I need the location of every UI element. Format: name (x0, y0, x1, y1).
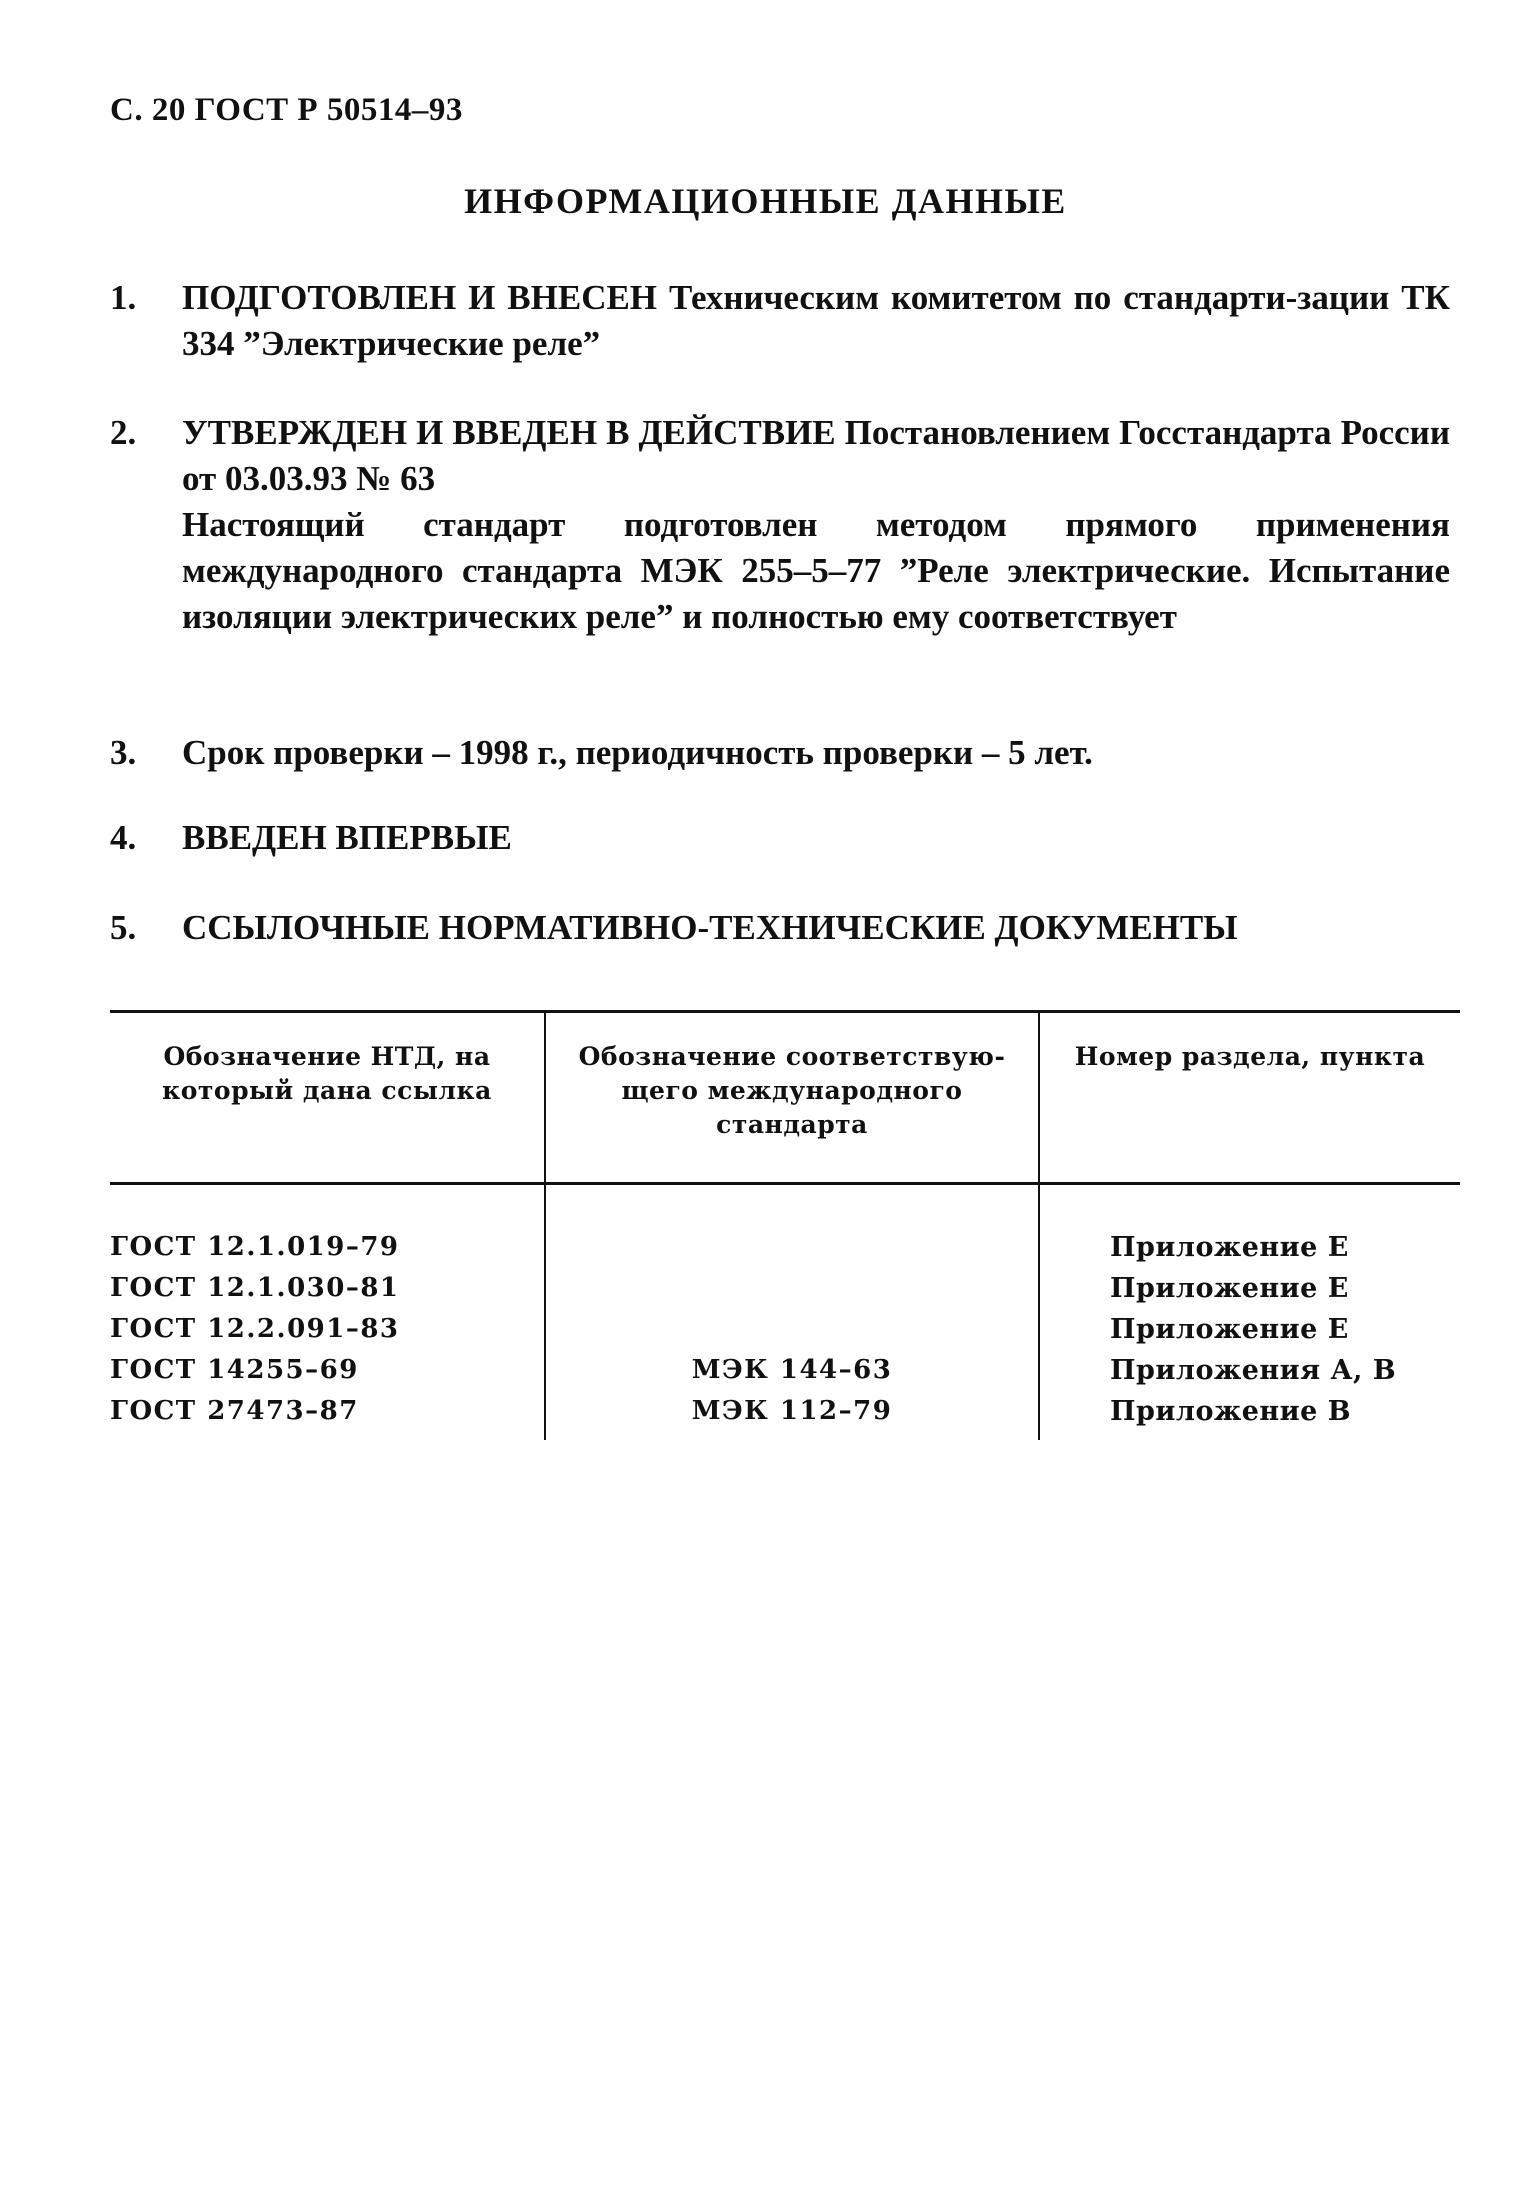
ntd-cell: ГОСТ 12.2.091–83 (110, 1314, 400, 1344)
info-item-1 (110, 275, 1450, 367)
item-number: 2. (110, 413, 137, 452)
ntd-cell: ГОСТ 14255–69 (110, 1355, 359, 1385)
info-item-4 (110, 815, 1450, 861)
section-cell: Приложение Е (1110, 1232, 1349, 1263)
item-number: 5. (110, 908, 137, 947)
table-row (110, 1355, 1460, 1396)
item-paragraph: ПОДГОТОВЛЕН И ВНЕСЕН Техническим комитетом по стандарти-зации ТК 334 ”Электрические реле” (182, 278, 1450, 363)
info-item-5 (110, 905, 1450, 951)
section-cell: Приложение Е (1110, 1314, 1349, 1345)
item-number: 1. (110, 278, 137, 317)
table-header-international: Обозначение соответствую-щего международного стандарта (578, 1042, 1006, 1139)
table-row (110, 1314, 1460, 1355)
item-paragraph: ВВЕДЕН ВПЕРВЫЕ (182, 818, 512, 857)
info-item-3 (110, 730, 1450, 776)
section-cell: Приложения А, В (1110, 1355, 1397, 1386)
ntd-cell: ГОСТ 12.1.030–81 (110, 1273, 400, 1303)
item-number: 3. (110, 733, 137, 772)
column-divider (1038, 1010, 1040, 1182)
reference-documents-table (110, 1010, 1460, 1450)
item-paragraph: ССЫЛОЧНЫЕ НОРМАТИВНО-ТЕХНИЧЕСКИЕ ДОКУМЕНТЫ (182, 908, 1238, 947)
item-text (182, 905, 1450, 951)
table-row (110, 1232, 1460, 1273)
item-text (182, 275, 1450, 367)
document-title: ИНФОРМАЦИОННЫЕ ДАННЫЕ (464, 181, 1067, 221)
ntd-cell: ГОСТ 27473–87 (110, 1396, 359, 1426)
table-body (110, 1232, 1460, 1437)
page-header: С. 20 ГОСТ Р 50514–93 (110, 92, 463, 128)
item-text (182, 410, 1450, 640)
table-top-rule (110, 1010, 1460, 1013)
table-header-section: Номер раздела, пункта (1074, 1042, 1426, 1071)
table-header-ntd: Обозначение НТД, на который дана ссылка (162, 1042, 492, 1105)
item-text (182, 815, 1450, 861)
intl-cell: МЭК 112–79 (691, 1396, 893, 1426)
intl-cell: МЭК 144–63 (691, 1355, 893, 1385)
item-text (182, 730, 1450, 776)
item-paragraph: Настоящий стандарт подготовлен методом прямого применения международного стандарта МЭК 255–5–77 ”Реле электрические. Испытание изоляции электрических реле” и полностью ему соответствует (182, 505, 1450, 636)
item-number: 4. (110, 818, 137, 857)
item-paragraph: Срок проверки – 1998 г., периодичность проверки – 5 лет. (182, 733, 1093, 772)
table-header-rule (110, 1182, 1460, 1185)
section-cell: Приложение В (1110, 1396, 1352, 1427)
table-row (110, 1396, 1460, 1437)
section-cell: Приложение Е (1110, 1273, 1349, 1304)
info-item-2 (110, 410, 1450, 640)
item-paragraph: УТВЕРЖДЕН И ВВЕДЕН В ДЕЙСТВИЕ Постановлением Госстандарта России от 03.03.93 № 63 (182, 413, 1450, 498)
table-row (110, 1273, 1460, 1314)
ntd-cell: ГОСТ 12.1.019–79 (110, 1232, 400, 1262)
